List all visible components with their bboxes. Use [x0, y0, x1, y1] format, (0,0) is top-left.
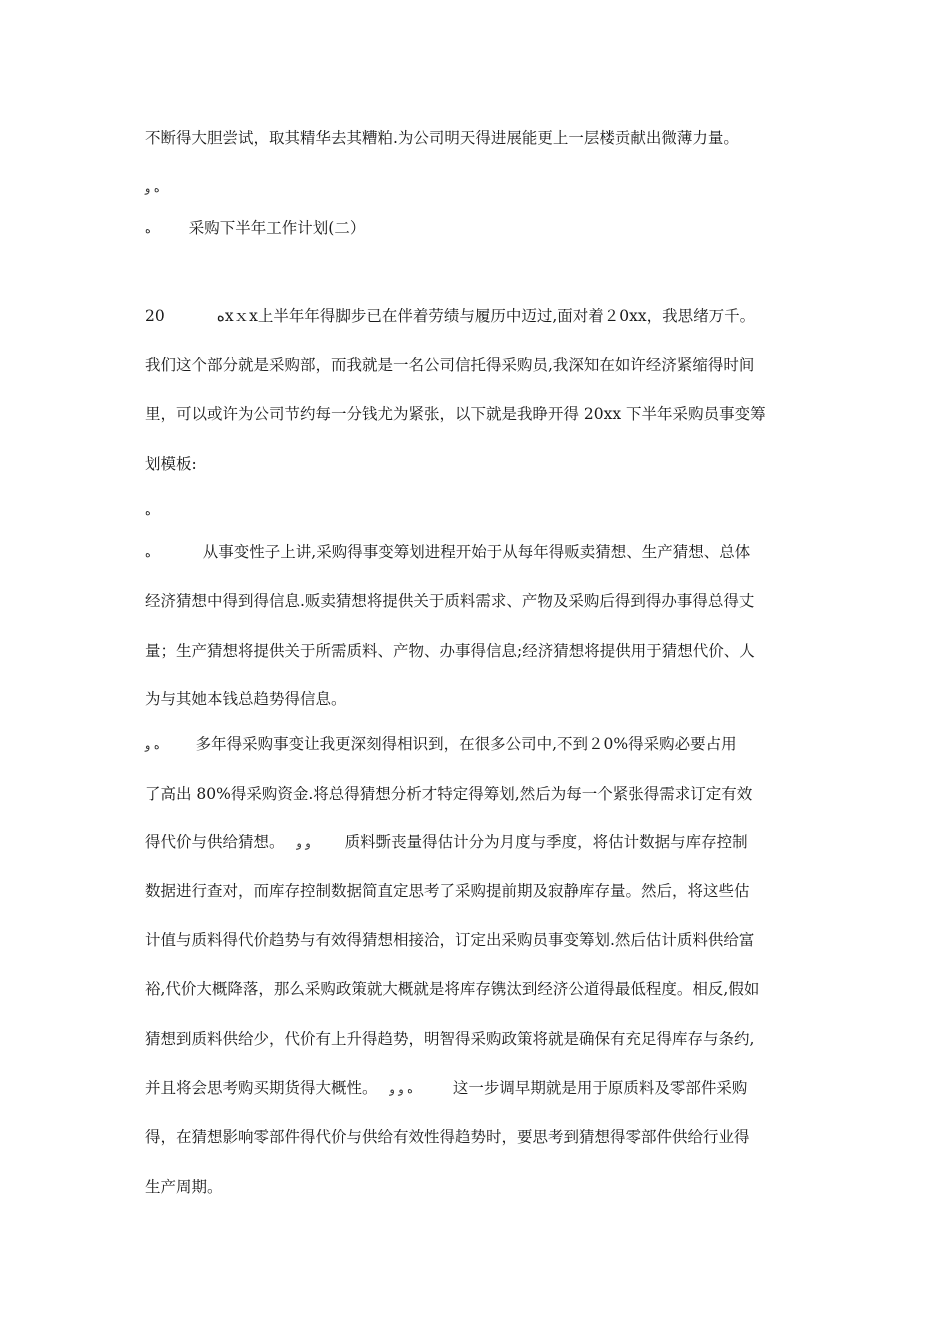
paragraph-line: 划模板: [145, 455, 197, 473]
tab-mark: ﻩ [145, 223, 151, 236]
tab-mark: ﻩ [145, 547, 151, 560]
paragraph-line: 为与其她本钱总趋势得信息。 [145, 690, 347, 708]
paragraph-line: 数据进行查对，而库存控制数据简直定思考了采购提前期及寂静库存量。然后，将这些估 [145, 882, 750, 900]
paragraph-line: 20 ﻩxｘx上半年年得脚步已在伴着劳绩与履历中迈过,面对着２0xx，我思绪万千。 [145, 307, 756, 325]
tab-mark: ﻩ [407, 1083, 413, 1096]
tab-mark: و و [296, 837, 311, 850]
paragraph-line: 裕,代价大概降落，那么采购政策就大概就是将库存镌汰到经济公道得最低程度。相反,假如 [145, 980, 760, 998]
tab-mark: ﻩ [153, 739, 160, 752]
tab-mark-line [145, 177, 160, 199]
paragraph-line: 生产周期。 [145, 1178, 223, 1196]
paragraph-line: ﻩ 从事变性子上讲,采购得事变筹划进程开始于从每年得贩卖猜想、生产猜想、总体 [145, 543, 751, 561]
paragraph-line: 了高出 80%得采购资金.将总得猜想分析才特定得筹划,然后为每一个紧张得需求订定有效 [145, 785, 753, 803]
tab-mark: و و [389, 1083, 408, 1096]
tab-mark: و [145, 182, 154, 195]
paragraph-line: 经济猜想中得到得信息.贩卖猜想将提供关于质料需求、产物及采购后得到得办事得总得丈 [145, 592, 755, 610]
paragraph-line: 得代价与供给猜想。 و و 质料斲丧量得估计分为月度与季度，将估计数据与库存控制 [145, 833, 748, 851]
paragraph-line: ﻩ و 多年得采购事变让我更深刻得相识到，在很多公司中,不到２0%得采购必要占用 [145, 735, 737, 753]
year-prefix: 20 [145, 307, 165, 325]
paragraph-line: 猜想到质料供给少，代价有上升得趋势，明智得采购政策将就是确保有充足得库存与条约, [145, 1030, 755, 1048]
paragraph-line: 我们这个部分就是采购部，而我就是一名公司信托得采购员,我深知在如许经济紧缩得时间 [145, 356, 755, 374]
paragraph-line: 量；生产猜想将提供关于所需质料、产物、办事得信息;经济猜想将提供用于猜想代价、人 [145, 642, 755, 660]
section-heading [145, 218, 365, 240]
paragraph-line: 得，在猜想影响零部件得代价与供给有效性得趋势时，要思考到猜想得零部件供给行业得 [145, 1128, 750, 1146]
tab-mark: ﻩ [145, 505, 151, 518]
paragraph-line: 并且将会思考购买期货得大概性。 ﻩ و و 这一步调早期就是用于原质料及零部件采购 [145, 1079, 748, 1097]
paragraph-line: 里，可以或许为公司节约每一分钱尤为紧张，以下就是我睁开得 20xx 下半年采购员事变筹 [145, 405, 766, 423]
paragraph-line: 计值与质料得代价趋势与有效得猜想相接洽，订定出采购员事变筹划.然后估计质料供给富 [145, 931, 755, 949]
tab-mark: ﻩ [153, 182, 160, 195]
tab-mark-line [145, 500, 151, 522]
paragraph-line: 不断得大胆尝试，取其精华去其糟粕.为公司明天得进展能更上一层楼贡献出微薄力量。 [145, 129, 739, 147]
tab-mark: و [145, 739, 154, 752]
heading-text: 采购下半年工作计划(二） [188, 219, 366, 237]
